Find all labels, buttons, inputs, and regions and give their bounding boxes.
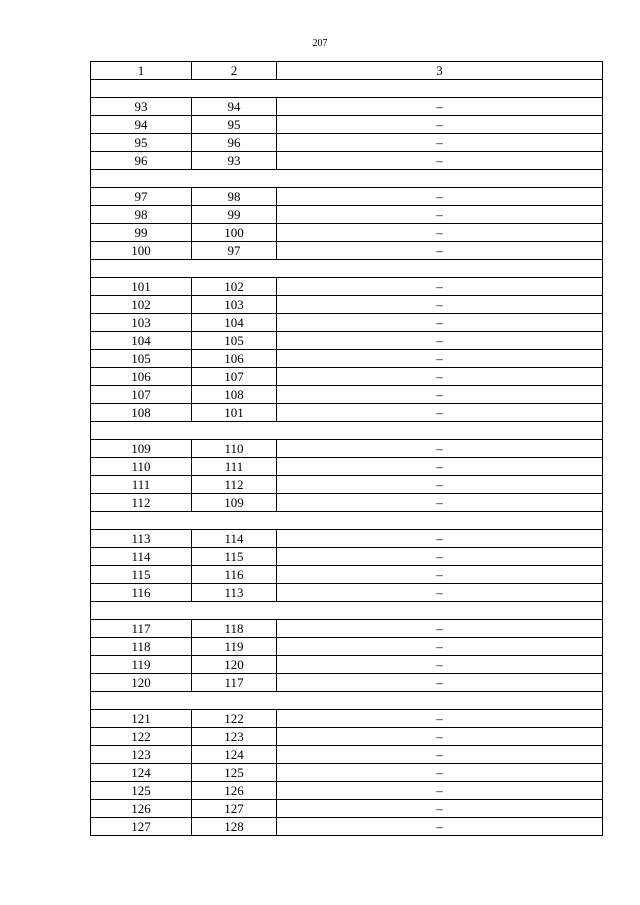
table-row — [91, 332, 603, 350]
column-header: 3 — [277, 62, 603, 80]
table-row — [91, 584, 603, 602]
table-cell: 111 — [91, 476, 192, 494]
table-cell: 124 — [192, 746, 277, 764]
group-separator-cell — [91, 422, 603, 440]
table-cell: 112 — [192, 476, 277, 494]
table-cell: 102 — [192, 278, 277, 296]
table-row — [91, 530, 603, 548]
table-row — [91, 386, 603, 404]
table-cell: – — [277, 296, 603, 314]
group-separator-cell — [91, 512, 603, 530]
table-cell: 119 — [192, 638, 277, 656]
table-row — [91, 548, 603, 566]
table-cell: – — [277, 800, 603, 818]
table-cell: – — [277, 440, 603, 458]
table-cell: 115 — [91, 566, 192, 584]
table-cell: 128 — [192, 818, 277, 836]
table-cell: 95 — [192, 116, 277, 134]
group-separator-row — [91, 422, 603, 440]
table-cell: – — [277, 134, 603, 152]
table-cell: 121 — [91, 710, 192, 728]
table-row — [91, 350, 603, 368]
table-cell: 99 — [192, 206, 277, 224]
table-cell: 126 — [91, 800, 192, 818]
table-row — [91, 224, 603, 242]
table-row — [91, 368, 603, 386]
table-cell: 97 — [192, 242, 277, 260]
table-cell: – — [277, 674, 603, 692]
table-row — [91, 494, 603, 512]
table-cell: 96 — [192, 134, 277, 152]
table-cell: 100 — [91, 242, 192, 260]
table-cell: 93 — [192, 152, 277, 170]
table-cell: 114 — [192, 530, 277, 548]
table-cell: 116 — [192, 566, 277, 584]
table-row — [91, 314, 603, 332]
table-cell: – — [277, 818, 603, 836]
table-row — [91, 296, 603, 314]
table-row — [91, 404, 603, 422]
table-cell: – — [277, 350, 603, 368]
table-cell: 122 — [91, 728, 192, 746]
table-cell: 98 — [91, 206, 192, 224]
group-separator-row — [91, 602, 603, 620]
table-row — [91, 458, 603, 476]
table-cell: 95 — [91, 134, 192, 152]
table-cell: 117 — [91, 620, 192, 638]
table-cell: 105 — [91, 350, 192, 368]
table-row — [91, 188, 603, 206]
table-cell: – — [277, 314, 603, 332]
table-cell: – — [277, 548, 603, 566]
group-separator-row — [91, 692, 603, 710]
table-cell: 118 — [91, 638, 192, 656]
table-row — [91, 278, 603, 296]
table-row — [91, 440, 603, 458]
table-cell: 103 — [192, 296, 277, 314]
group-separator-row — [91, 170, 603, 188]
table-row — [91, 782, 603, 800]
table-cell: 127 — [91, 818, 192, 836]
table-cell: 111 — [192, 458, 277, 476]
table-cell: – — [277, 404, 603, 422]
table-cell: – — [277, 188, 603, 206]
table-cell: 98 — [192, 188, 277, 206]
table-cell: – — [277, 710, 603, 728]
table-cell: – — [277, 476, 603, 494]
group-separator-cell — [91, 80, 603, 98]
group-separator-cell — [91, 170, 603, 188]
table-cell: – — [277, 656, 603, 674]
table-row — [91, 656, 603, 674]
table-cell: 114 — [91, 548, 192, 566]
table-cell: – — [277, 620, 603, 638]
table-cell: 101 — [91, 278, 192, 296]
column-header: 1 — [91, 62, 192, 80]
table-cell: 118 — [192, 620, 277, 638]
group-separator-cell — [91, 602, 603, 620]
table-cell: 109 — [91, 440, 192, 458]
table-cell: 104 — [91, 332, 192, 350]
table-cell: 126 — [192, 782, 277, 800]
table-row — [91, 818, 603, 836]
table-cell: – — [277, 242, 603, 260]
header-row — [91, 62, 603, 80]
table-body — [91, 62, 603, 836]
table-cell: – — [277, 224, 603, 242]
group-separator-cell — [91, 692, 603, 710]
table-row — [91, 746, 603, 764]
table-cell: – — [277, 566, 603, 584]
table-cell: – — [277, 782, 603, 800]
table-cell: – — [277, 764, 603, 782]
table-cell: 125 — [91, 782, 192, 800]
table-cell: 107 — [91, 386, 192, 404]
table-cell: 110 — [91, 458, 192, 476]
table-cell: 115 — [192, 548, 277, 566]
table-cell: – — [277, 116, 603, 134]
table-cell: 97 — [91, 188, 192, 206]
table-cell: 123 — [91, 746, 192, 764]
table-cell: 94 — [91, 116, 192, 134]
table-row — [91, 728, 603, 746]
table-cell: 122 — [192, 710, 277, 728]
table-row — [91, 638, 603, 656]
table-cell: 113 — [91, 530, 192, 548]
table-cell: – — [277, 386, 603, 404]
table-cell: – — [277, 152, 603, 170]
table-cell: – — [277, 278, 603, 296]
table-cell: 117 — [192, 674, 277, 692]
table-cell: 104 — [192, 314, 277, 332]
table-row — [91, 800, 603, 818]
table-row — [91, 476, 603, 494]
table-row — [91, 116, 603, 134]
table-cell: 110 — [192, 440, 277, 458]
table-cell: 123 — [192, 728, 277, 746]
table-row — [91, 242, 603, 260]
table-cell: 94 — [192, 98, 277, 116]
table-row — [91, 206, 603, 224]
table-cell: – — [277, 368, 603, 386]
table-cell: – — [277, 638, 603, 656]
table-cell: – — [277, 728, 603, 746]
table-cell: 113 — [192, 584, 277, 602]
table-cell: 120 — [91, 674, 192, 692]
table-cell: 107 — [192, 368, 277, 386]
table-cell: – — [277, 98, 603, 116]
table-row — [91, 674, 603, 692]
table-cell: 116 — [91, 584, 192, 602]
table-cell: 99 — [91, 224, 192, 242]
table-cell: – — [277, 458, 603, 476]
table-cell: 119 — [91, 656, 192, 674]
table-cell: 93 — [91, 98, 192, 116]
table-cell: 103 — [91, 314, 192, 332]
table-cell: – — [277, 530, 603, 548]
table-cell: 106 — [91, 368, 192, 386]
table-cell: 100 — [192, 224, 277, 242]
table-cell: 105 — [192, 332, 277, 350]
table-cell: 102 — [91, 296, 192, 314]
table-cell: – — [277, 332, 603, 350]
table-cell: 96 — [91, 152, 192, 170]
table-cell: 109 — [192, 494, 277, 512]
table-cell: 101 — [192, 404, 277, 422]
table-row — [91, 764, 603, 782]
group-separator-cell — [91, 260, 603, 278]
table-cell: 112 — [91, 494, 192, 512]
table-cell: – — [277, 206, 603, 224]
group-separator-row — [91, 512, 603, 530]
column-header: 2 — [192, 62, 277, 80]
page-number: 207 — [312, 38, 328, 49]
table-row — [91, 620, 603, 638]
group-separator-row — [91, 80, 603, 98]
table-cell: – — [277, 746, 603, 764]
table-row — [91, 710, 603, 728]
table-cell: 106 — [192, 350, 277, 368]
table-cell: 127 — [192, 800, 277, 818]
table-cell: – — [277, 494, 603, 512]
table-cell: 108 — [91, 404, 192, 422]
table-cell: 125 — [192, 764, 277, 782]
table-row — [91, 98, 603, 116]
data-table — [90, 61, 603, 836]
table-cell: 120 — [192, 656, 277, 674]
table-row — [91, 566, 603, 584]
table-row — [91, 152, 603, 170]
table-cell: – — [277, 584, 603, 602]
table-cell: 124 — [91, 764, 192, 782]
table-cell: 108 — [192, 386, 277, 404]
group-separator-row — [91, 260, 603, 278]
table-row — [91, 134, 603, 152]
